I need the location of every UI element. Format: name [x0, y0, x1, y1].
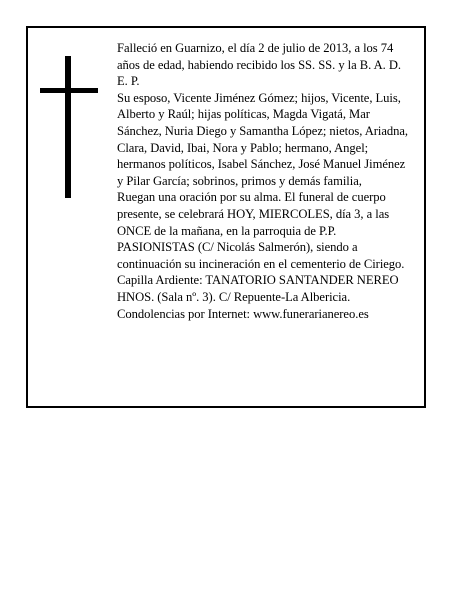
family-list: Su esposo, Vicente Jiménez Gómez; hijos, Vicente, Luis, Alberto y Raúl; hijas políticas, Magda Vigatá, Mar Sánchez, Nuria Diego y Samantha López; nietos, Ariadna, Clara, David, Ibai, Nora y Pablo; hermano, Angel; hermanos políticos, Isabel Sánchez, José Manuel Jiménez y Pilar García; sobrinos, primos y demás familia,: [117, 90, 409, 188]
cross-vertical-bar: [65, 56, 71, 198]
condolences-line: Condolencias por Internet: www.funerarianereo.es: [117, 306, 369, 321]
cross-horizontal-bar: [40, 88, 98, 93]
notice-body: [117, 40, 409, 322]
funeral-details: Ruegan una oración por su alma. El funeral de cuerpo presente, se celebrará HOY, MIERCOLES, día 3, a las ONCE de la mañana, en la parroquia de P.P. PASIONISTAS (C/ Nicolás Salmerón), siendo a continuación su incineración en el cementerio de Ciriego. Capilla Ardiente: TANATORIO SANTANDER NEREO HNOS. (Sala nº. 3). C/ Repuente-La Albericia.: [117, 190, 405, 304]
latin-cross-icon: [40, 56, 98, 198]
obituary-notice: [26, 26, 426, 408]
death-announcement: Falleció en Guarnizo, el día 2 de julio de 2013, a los 74 años de edad, habiendo recibido los SS. SS. y la B. A. D. E. P.: [117, 41, 401, 89]
